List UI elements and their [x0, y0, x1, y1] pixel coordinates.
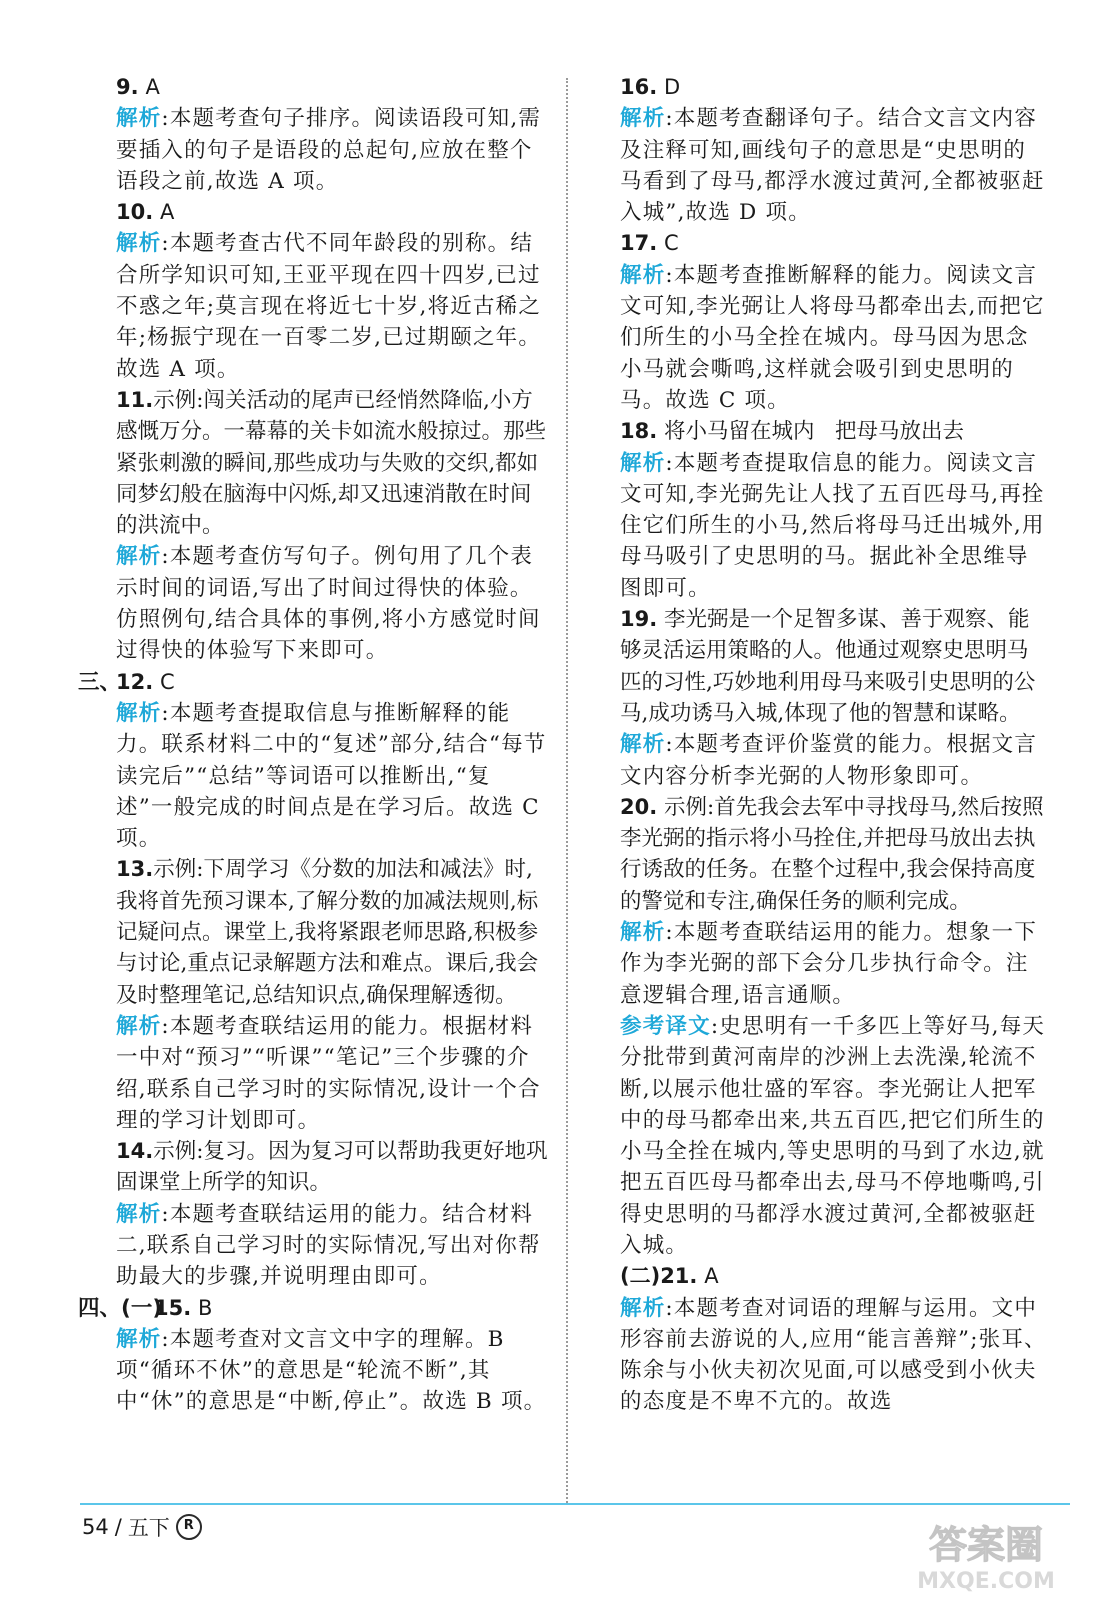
- explanation: [620, 448, 1048, 604]
- watermark-logo: [891, 1516, 1081, 1594]
- explanation: [116, 698, 548, 854]
- answer: 示例:闯关活动的尾声已经悄然降临,小方感慨万分。一幕幕的关卡如流水般掠过。那些紧张刺激的瞬间,那些成功与失败的交织,都如同梦幻般在脑海中闪烁,却又迅速消散在时间的洪流中。: [116, 387, 547, 539]
- question-17: [620, 228, 1048, 416]
- analysis-tag: 解析: [116, 231, 162, 257]
- question-number: 12.: [116, 669, 154, 694]
- question-13: [116, 854, 548, 1136]
- question-number: 11.: [116, 387, 154, 412]
- answer: A: [160, 200, 175, 225]
- explanation-text: :本题考查句子排序。阅读语段可知,需要插入的句子是语段的总起句,应放在整个语段之前,故选 A 项。: [116, 106, 542, 194]
- watermark-logo-url: MXQE.COM: [917, 1569, 1055, 1594]
- explanation-text: :本题考查评价鉴赏的能力。根据文言文内容分析李光弼的人物形象即可。: [620, 732, 1038, 789]
- question-15: [78, 1293, 548, 1418]
- explanation: [116, 1324, 548, 1418]
- explanation: [116, 541, 548, 666]
- analysis-tag: 解析: [620, 262, 666, 288]
- explanation-text: :本题考查对词语的理解与运用。文中形容前去游说的人,应用“能言善辩”;张耳、陈余与小伙夫初次见面,可以感受到小伙夫的态度是不卑不亢的。故选: [620, 1295, 1047, 1415]
- explanation-text: :本题考查翻译句子。结合文言文内容及注释可知,画线句子的意思是“史思明的马看到了母马,都浮水渡过黄河,全都被驱赶入城”,故选 D 项。: [620, 106, 1045, 226]
- edition-badge-icon: R: [176, 1514, 202, 1540]
- answer: 将小马留在城内 把母马放出去: [664, 419, 965, 445]
- explanation: [620, 103, 1048, 228]
- explanation: [620, 917, 1048, 1011]
- question-number: 14.: [116, 1139, 154, 1164]
- page-footer: [82, 1512, 202, 1542]
- question-9: [116, 72, 548, 197]
- analysis-tag: 解析: [620, 1295, 666, 1321]
- explanation: [620, 1293, 1048, 1418]
- analysis-tag: 解析: [116, 106, 162, 132]
- question-10: [116, 197, 548, 385]
- explanation: [116, 228, 548, 384]
- question-19: [620, 604, 1048, 792]
- question-20: [620, 792, 1048, 1261]
- question-21: [620, 1261, 1048, 1417]
- column-divider: [566, 78, 568, 1503]
- right-column: [620, 72, 1048, 1418]
- reference-translation-text: :史思明有一千多匹上等好马,每天分批带到黄河南岸的沙洲上去洗澡,轮流不断,以展示他壮盛的军容。李光弼让人把军中的母马都牵出来,共五百匹,把它们所生的小马全拴在城内,等史思明的马到了水边,就把五百匹母马都牵出去,母马不停地嘶鸣,引得史思明的马都浮水渡过黄河,全都被驱赶入城。: [620, 1013, 1046, 1258]
- question-number: 18.: [620, 419, 658, 444]
- answer: 示例:复习。因为复习可以帮助我更好地巩固课堂上所学的知识。: [116, 1139, 548, 1196]
- explanation-text: :本题考查推断解释的能力。阅读文言文可知,李光弼让人将母马都牵出去,而把它们所生的小马全拴在城内。母马因为思念小马就会嘶鸣,这样就会吸引到史思明的马。故选 C 项。: [620, 262, 1045, 413]
- question-number: 19.: [620, 607, 658, 632]
- analysis-tag: 解析: [620, 732, 666, 758]
- explanation-text: :本题考查提取信息与推断解释的能力。联系材料二中的“复述”部分,结合“每节读完后”“总结”等词语可以推断出,“复述”一般完成的时间点是在学习后。故选 C 项。: [116, 700, 547, 852]
- question-number: 16.: [620, 75, 658, 99]
- reference-translation-tag: 参考译文: [620, 1013, 711, 1039]
- section-marker: 三、: [78, 669, 122, 695]
- answer: 李光弼是一个足智多谋、善于观察、能够灵活运用策略的人。他通过观察史思明马匹的习性,巧妙地利用母马来吸引史思明的公马,成功诱马入城,体现了他的智慧和谋略。: [620, 607, 1036, 726]
- analysis-tag: 解析: [116, 1013, 162, 1039]
- explanation: [116, 103, 548, 197]
- left-column: [78, 72, 548, 1418]
- analysis-tag: 解析: [116, 700, 162, 726]
- explanation-text: :本题考查提取信息的能力。阅读文言文可知,李光弼先让人找了五百匹母马,再拴住它们所生的小马,然后将母马迁出城外,用母马吸引了史思明的马。据此补全思维导图即可。: [620, 450, 1045, 601]
- analysis-tag: 解析: [116, 1201, 162, 1227]
- question-number: 15.: [154, 1295, 192, 1320]
- answer: 示例:下周学习《分数的加法和减法》时,我将首先预习课本,了解分数的加减法规则,标记疑问点。课堂上,我将紧跟老师思路,积极参与讨论,重点记录解题方法和难点。课后,我会及时整理笔记,总结知识点,确保理解透彻。: [116, 857, 539, 1008]
- question-number: 9.: [116, 75, 139, 99]
- explanation-text: :本题考查联结运用的能力。根据材料一中对“预习”“听课”“笔记”三个步骤的介绍,联系自己学习时的实际情况,设计一个合理的学习计划即可。: [116, 1013, 541, 1133]
- explanation-text: :本题考查仿写句子。例句用了几个表示时间的词语,写出了时间过得快的体验。仿照例句,结合具体的事例,将小方感觉时间过得快的体验写下来即可。: [116, 544, 541, 664]
- explanation: [116, 1199, 548, 1293]
- answer: A: [145, 75, 160, 99]
- explanation: [620, 260, 1048, 416]
- reference-translation: [620, 1011, 1048, 1261]
- explanation-text: :本题考查联结运用的能力。想象一下作为李光弼的部下会分几步执行命令。注意逻辑合理,语言通顺。: [620, 920, 1038, 1008]
- answer: 示例:首先我会去军中寻找母马,然后按照李光弼的指示将小马拴住,并把母马放出去执行诱敌的任务。在整个过程中,我会保持高度的警觉和专注,确保任务的顺利完成。: [620, 794, 1044, 914]
- answer: B: [198, 1295, 213, 1320]
- explanation: [620, 729, 1048, 792]
- analysis-tag: 解析: [620, 450, 666, 476]
- explanation-text: :本题考查对文言文中字的理解。B 项“循环不休”的意思是“轮流不断”,其中“休”的意思是“中断,停止”。故选 B 项。: [116, 1326, 547, 1415]
- analysis-tag: 解析: [116, 1326, 162, 1352]
- analysis-tag: 解析: [620, 106, 666, 132]
- page-number: 54: [82, 1515, 109, 1539]
- footer-separator: /: [114, 1515, 122, 1539]
- question-number: 13.: [116, 857, 154, 882]
- answer: C: [664, 231, 679, 256]
- explanation-text: :本题考查联结运用的能力。结合材料二,联系自己学习时的实际情况,写出对你帮助最大的步骤,并说明理由即可。: [116, 1201, 541, 1290]
- question-18: [620, 416, 1048, 604]
- answer: C: [160, 669, 175, 694]
- question-number: (二)21.: [620, 1264, 698, 1289]
- watermark-logo-text: 答案圈: [928, 1523, 1044, 1567]
- answer: A: [704, 1264, 719, 1289]
- question-number: 20.: [620, 794, 658, 819]
- explanation: [116, 1011, 548, 1136]
- footer-rule: [80, 1503, 1070, 1505]
- grade-label: 五下: [127, 1516, 170, 1540]
- question-number: 10.: [116, 200, 154, 225]
- answer: D: [664, 75, 681, 99]
- question-12: [78, 667, 548, 855]
- analysis-tag: 解析: [116, 544, 162, 570]
- question-number: 17.: [620, 231, 658, 256]
- section-marker: 四、(一): [78, 1295, 163, 1321]
- explanation-text: :本题考查古代不同年龄段的别称。结合所学知识可知,王亚平现在四十四岁,已过不惑之年;莫言现在将近七十岁,将近古稀之年;杨振宁现在一百零二岁,已过期颐之年。故选 A 项。: [116, 231, 542, 382]
- analysis-tag: 解析: [620, 920, 666, 946]
- question-11: [116, 385, 548, 667]
- question-14: [116, 1136, 548, 1292]
- question-16: [620, 72, 1048, 228]
